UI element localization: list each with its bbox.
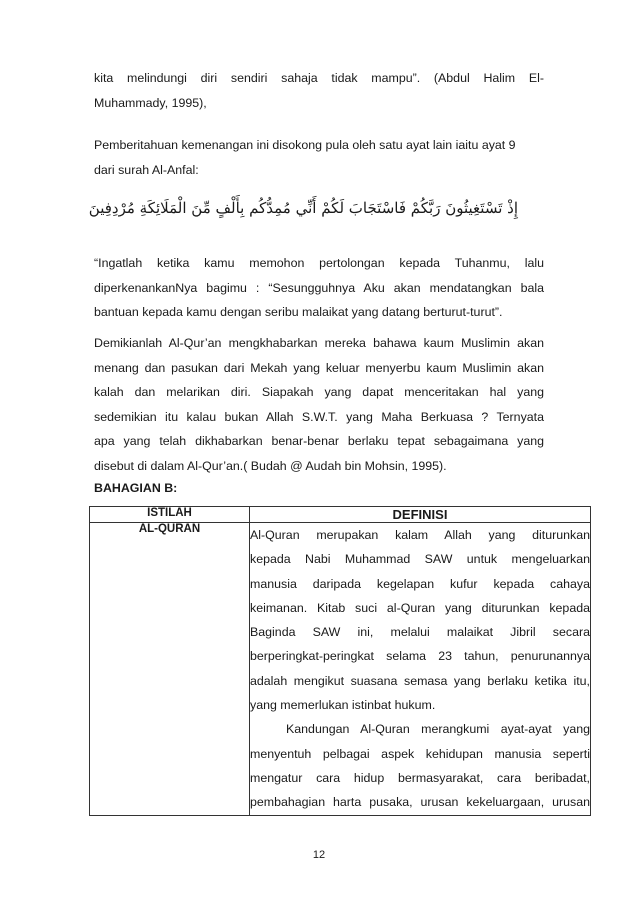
text-line: kita melindungi diri sendiri sahaja tidak mampu”. (Abdul Halim El- — [94, 71, 544, 85]
header-definition: DEFINISI — [250, 507, 591, 523]
header-term: ISTILAH — [90, 507, 250, 523]
text-line: Pemberitahuan kemenangan ini disokong pula oleh satu ayat lain iaitu ayat 9 — [94, 138, 516, 152]
text-line: kalah dan melarikan diri. Siapakah yang dapat menceritakan hal yang — [94, 385, 544, 400]
text-line: Muhammady, 1995), — [94, 95, 207, 110]
text-line: dari surah Al-Anfal: — [94, 162, 199, 177]
page-number: 12 — [312, 849, 326, 861]
definition-line: Al-Quran merupakan kalam Allah yang diturunkan — [250, 528, 590, 542]
text-line: menang dan pasukan dari Mekah yang keluar menyerbu kaum Muslimin akan — [94, 360, 544, 375]
text-line: apa yang telah dikhabarkan benar-benar berlaku tepat sebagaimana yang — [94, 434, 544, 449]
definition-line: adalah mengikut suasana semasa yang berlaku ketika itu, — [250, 673, 590, 688]
term-cell: AL-QURAN — [90, 523, 250, 816]
definition-line: pembahagian harta pusaka, urusan kekeluargaan, urusan — [250, 795, 590, 810]
text-line: “Ingatlah ketika kamu memohon pertolongan kepada Tuhanmu, lalu — [94, 256, 544, 270]
paragraph-explanation — [94, 331, 544, 479]
arabic-verse: إِذْ تَسْتَغِيثُونَ رَبَّكُمْ فَاسْتَجَابَ لَكُمْ أَنِّي مُمِدُّكُم بِأَلْفٍ مِّنَ الْمَلَائِكَةِ مُرْدِفِينَ — [88, 199, 518, 217]
table-header-row — [90, 507, 591, 523]
definition-line: Baginda SAW ini, melalui malaikat Jibril secara — [250, 625, 590, 640]
definition-line: manusia daripada kegelapan kufur kepada cahaya — [250, 576, 590, 591]
definition-table — [89, 506, 591, 816]
definition-cell — [250, 523, 591, 816]
definition-line: menyentuh pelbagai aspek kehidupan manusia seperti — [250, 746, 590, 761]
text-line: bantuan kepada kamu dengan seribu malaikat yang datang berturut-turut”. — [94, 305, 503, 320]
paragraph-intro-verse — [94, 133, 544, 182]
paragraph-translation — [94, 251, 544, 325]
definition-line: kepada Nabi Muhammad SAW untuk mengeluarkan — [250, 552, 590, 567]
section-heading: BAHAGIAN B: — [94, 481, 178, 495]
text-line: disebut di dalam Al-Qur’an.( Budah @ Audah bin Mohsin, 1995). — [94, 458, 447, 473]
definition-line: Kandungan Al-Quran merangkumi ayat-ayat yang — [286, 722, 590, 737]
definition-line: mengatur cara hidup bermasyarakat, cara beribadat, — [250, 770, 590, 785]
text-line: sedemikian itu kalau bukan Allah S.W.T. yang Maha Berkuasa ? Ternyata — [94, 409, 544, 424]
text-line: Demikianlah Al-Qur’an mengkhabarkan mereka bahawa kaum Muslimin akan — [94, 336, 544, 350]
definition-line: keimanan. Kitab suci al-Quran yang diturunkan kepada — [250, 600, 590, 615]
paragraph-citation-end — [94, 66, 544, 115]
text-line: diperkenankanNya bagimu : “Sesungguhnya Aku akan mendatangkan bala — [94, 280, 544, 295]
table-row — [90, 523, 591, 816]
definition-line: berperingkat-peringkat selama 23 tahun, penurunannya — [250, 649, 590, 664]
definition-line: yang memerlukan istinbat hukum. — [250, 698, 436, 713]
